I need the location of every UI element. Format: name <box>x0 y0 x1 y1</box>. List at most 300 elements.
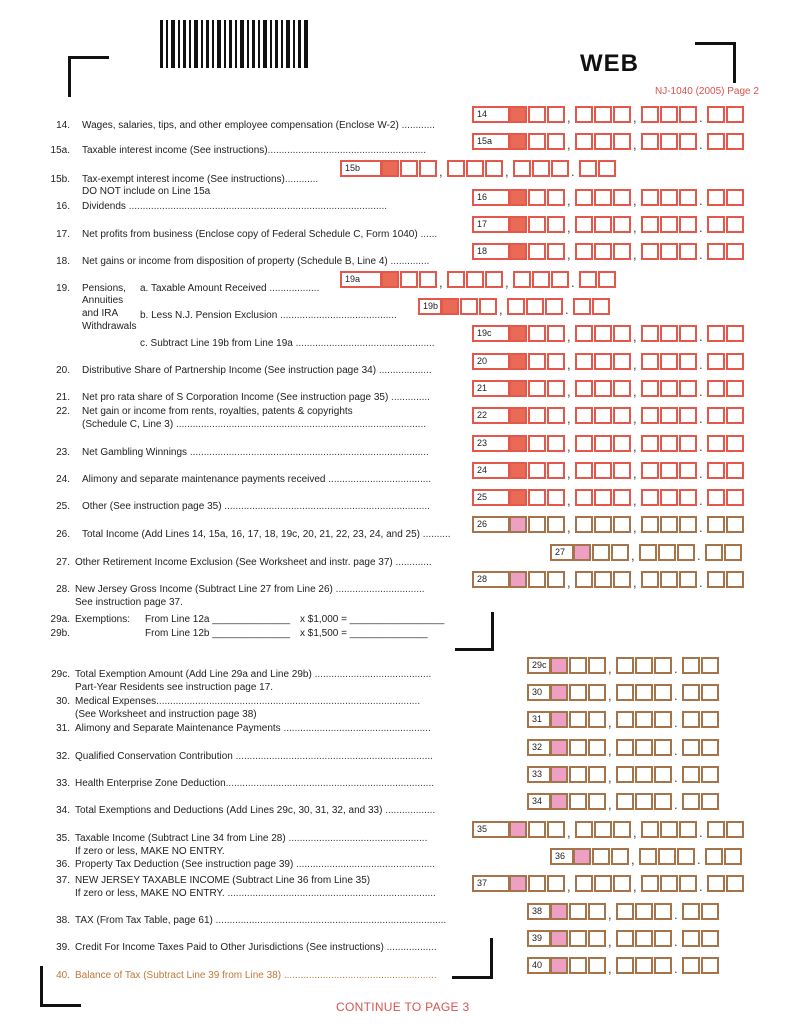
digit-box[interactable] <box>594 571 612 588</box>
digit-box[interactable] <box>575 325 593 342</box>
digit-box[interactable] <box>441 298 459 315</box>
box-label: 16 <box>472 189 510 206</box>
digit-box[interactable] <box>550 711 568 728</box>
digit-box[interactable] <box>726 353 744 370</box>
digit-box[interactable] <box>592 544 610 561</box>
digit-box[interactable] <box>701 739 719 756</box>
digit-box[interactable] <box>641 462 659 479</box>
digit-box[interactable] <box>726 407 744 424</box>
digit-box[interactable] <box>588 957 606 974</box>
digit-box[interactable] <box>594 821 612 838</box>
digit-box[interactable] <box>660 875 678 892</box>
digit-box[interactable] <box>573 298 591 315</box>
digit-box[interactable] <box>701 711 719 728</box>
line-label: Total Exemptions and Deductions (Add Lines 29c, 30, 31, 32, and 33) .................. <box>75 805 436 816</box>
digit-box[interactable] <box>547 435 565 452</box>
digit-box[interactable] <box>550 657 568 674</box>
digit-box[interactable] <box>613 353 631 370</box>
digit-box[interactable] <box>594 380 612 397</box>
digit-box[interactable] <box>569 739 587 756</box>
digit-box[interactable] <box>419 160 437 177</box>
digit-box[interactable] <box>726 243 744 260</box>
digit-box[interactable] <box>547 875 565 892</box>
digit-box[interactable] <box>509 462 527 479</box>
digit-box[interactable] <box>682 684 700 701</box>
digit-box[interactable] <box>641 380 659 397</box>
digit-box[interactable] <box>547 821 565 838</box>
digit-box[interactable] <box>613 216 631 233</box>
digit-box[interactable] <box>598 160 616 177</box>
digit-box[interactable] <box>677 848 695 865</box>
digit-box[interactable] <box>660 821 678 838</box>
digit-box[interactable] <box>509 325 527 342</box>
digit-box[interactable] <box>613 325 631 342</box>
digit-box[interactable] <box>532 160 550 177</box>
digit-box[interactable] <box>594 216 612 233</box>
digit-box[interactable] <box>528 133 546 150</box>
digit-box[interactable] <box>613 106 631 123</box>
digit-box[interactable] <box>660 489 678 506</box>
digit-box[interactable] <box>594 325 612 342</box>
digit-box[interactable] <box>528 516 546 533</box>
digit-box[interactable] <box>654 739 672 756</box>
digit-box[interactable] <box>526 298 544 315</box>
digit-box[interactable] <box>679 353 697 370</box>
digit-box[interactable] <box>660 435 678 452</box>
digit-box[interactable] <box>550 739 568 756</box>
digit-box[interactable] <box>594 243 612 260</box>
digit-box[interactable] <box>654 957 672 974</box>
digit-box[interactable] <box>400 271 418 288</box>
digit-box[interactable] <box>660 353 678 370</box>
digit-box[interactable] <box>613 516 631 533</box>
digit-box[interactable] <box>707 489 725 506</box>
digit-box[interactable] <box>381 271 399 288</box>
digit-box[interactable] <box>616 903 634 920</box>
digit-box[interactable] <box>550 684 568 701</box>
digit-box[interactable] <box>613 189 631 206</box>
digit-box[interactable] <box>594 106 612 123</box>
digit-box[interactable] <box>639 544 657 561</box>
digit-box[interactable] <box>509 571 527 588</box>
digit-box[interactable] <box>588 793 606 810</box>
digit-box[interactable] <box>575 133 593 150</box>
digit-box[interactable] <box>707 875 725 892</box>
digit-box[interactable] <box>550 766 568 783</box>
digit-box[interactable] <box>588 930 606 947</box>
digit-box[interactable] <box>575 189 593 206</box>
digit-box[interactable] <box>679 435 697 452</box>
digit-box[interactable] <box>575 353 593 370</box>
digit-box[interactable] <box>635 957 653 974</box>
digit-box[interactable] <box>679 489 697 506</box>
digit-box[interactable] <box>660 133 678 150</box>
digit-box[interactable] <box>679 216 697 233</box>
digit-box[interactable] <box>679 875 697 892</box>
digit-box[interactable] <box>509 516 527 533</box>
digit-box[interactable] <box>707 189 725 206</box>
digit-box[interactable] <box>707 380 725 397</box>
digit-box[interactable] <box>588 766 606 783</box>
digit-box[interactable] <box>575 106 593 123</box>
digit-box[interactable] <box>641 875 659 892</box>
digit-box[interactable] <box>532 271 550 288</box>
digit-box[interactable] <box>635 684 653 701</box>
digit-box[interactable] <box>575 516 593 533</box>
digit-box[interactable] <box>726 435 744 452</box>
digit-box[interactable] <box>641 821 659 838</box>
digit-box[interactable] <box>641 489 659 506</box>
digit-box[interactable] <box>569 930 587 947</box>
digit-box[interactable] <box>509 821 527 838</box>
digit-box[interactable] <box>547 353 565 370</box>
digit-box[interactable] <box>588 657 606 674</box>
line-label: Net gain or income from rents, royalties, patents & copyrights <box>82 406 353 417</box>
digit-box[interactable] <box>594 516 612 533</box>
digit-box[interactable] <box>707 353 725 370</box>
digit-box[interactable] <box>724 848 742 865</box>
digit-box[interactable] <box>547 325 565 342</box>
digit-box[interactable] <box>579 160 597 177</box>
digit-box[interactable] <box>400 160 418 177</box>
digit-box[interactable] <box>660 462 678 479</box>
digit-box[interactable] <box>575 875 593 892</box>
digit-box[interactable] <box>447 271 465 288</box>
digit-box[interactable] <box>575 435 593 452</box>
digit-box[interactable] <box>701 766 719 783</box>
digit-box[interactable] <box>569 766 587 783</box>
digit-box[interactable] <box>682 711 700 728</box>
digit-box[interactable] <box>547 516 565 533</box>
digit-box[interactable] <box>528 435 546 452</box>
digit-box[interactable] <box>641 571 659 588</box>
digit-box[interactable] <box>616 957 634 974</box>
digit-box[interactable] <box>641 106 659 123</box>
digit-box[interactable] <box>682 739 700 756</box>
digit-box[interactable] <box>551 271 569 288</box>
digit-box[interactable] <box>616 766 634 783</box>
digit-box[interactable] <box>613 489 631 506</box>
digit-box[interactable] <box>509 875 527 892</box>
digit-box[interactable] <box>613 821 631 838</box>
digit-box[interactable] <box>641 216 659 233</box>
digit-box[interactable] <box>616 930 634 947</box>
digit-box[interactable] <box>707 516 725 533</box>
digit-box[interactable] <box>677 544 695 561</box>
digit-box[interactable] <box>613 435 631 452</box>
digit-box[interactable] <box>635 766 653 783</box>
digit-box[interactable] <box>528 821 546 838</box>
digit-box[interactable] <box>509 489 527 506</box>
digit-box[interactable] <box>509 189 527 206</box>
digit-box[interactable] <box>569 711 587 728</box>
digit-box[interactable] <box>509 435 527 452</box>
digit-box[interactable] <box>635 711 653 728</box>
digit-box[interactable] <box>528 875 546 892</box>
digit-box[interactable] <box>682 957 700 974</box>
digit-box[interactable] <box>660 516 678 533</box>
digit-box[interactable] <box>654 903 672 920</box>
digit-box[interactable] <box>616 793 634 810</box>
digit-box[interactable] <box>479 298 497 315</box>
digit-box[interactable] <box>682 657 700 674</box>
separator: , <box>633 329 637 344</box>
digit-box[interactable] <box>547 380 565 397</box>
digit-box[interactable] <box>547 571 565 588</box>
digit-box[interactable] <box>701 930 719 947</box>
digit-box[interactable] <box>485 160 503 177</box>
digit-box[interactable] <box>575 243 593 260</box>
digit-box[interactable] <box>611 848 629 865</box>
digit-box[interactable] <box>707 216 725 233</box>
digit-box[interactable] <box>679 516 697 533</box>
digit-box[interactable] <box>613 462 631 479</box>
digit-box[interactable] <box>569 657 587 674</box>
digit-box[interactable] <box>466 271 484 288</box>
digit-box[interactable] <box>460 298 478 315</box>
digit-box[interactable] <box>679 243 697 260</box>
digit-box[interactable] <box>726 489 744 506</box>
digit-box[interactable] <box>660 106 678 123</box>
digit-box[interactable] <box>547 106 565 123</box>
digit-box[interactable] <box>635 739 653 756</box>
digit-box[interactable] <box>613 133 631 150</box>
digit-box[interactable] <box>660 407 678 424</box>
digit-box[interactable] <box>641 325 659 342</box>
digit-box[interactable] <box>726 189 744 206</box>
digit-box[interactable] <box>513 160 531 177</box>
digit-box[interactable] <box>569 684 587 701</box>
digit-box[interactable] <box>528 571 546 588</box>
digit-box[interactable] <box>635 793 653 810</box>
digit-box[interactable] <box>707 821 725 838</box>
digit-box[interactable] <box>545 298 563 315</box>
digit-box[interactable] <box>724 544 742 561</box>
digit-box[interactable] <box>528 216 546 233</box>
digit-box[interactable] <box>660 571 678 588</box>
digit-box[interactable] <box>550 930 568 947</box>
digit-box[interactable] <box>528 353 546 370</box>
digit-box[interactable] <box>679 133 697 150</box>
digit-box[interactable] <box>550 903 568 920</box>
digit-box[interactable] <box>660 325 678 342</box>
digit-box[interactable] <box>726 380 744 397</box>
digit-box[interactable] <box>613 380 631 397</box>
digit-box[interactable] <box>701 793 719 810</box>
digit-box[interactable] <box>509 243 527 260</box>
digit-box[interactable] <box>509 353 527 370</box>
digit-box[interactable] <box>588 711 606 728</box>
digit-box[interactable] <box>616 657 634 674</box>
digit-box[interactable] <box>726 462 744 479</box>
digit-box[interactable] <box>705 848 723 865</box>
digit-box[interactable] <box>547 216 565 233</box>
digit-box[interactable] <box>654 766 672 783</box>
digit-box[interactable] <box>507 298 525 315</box>
digit-box[interactable] <box>592 848 610 865</box>
digit-box[interactable] <box>594 462 612 479</box>
digit-box[interactable] <box>654 930 672 947</box>
digit-box[interactable] <box>682 766 700 783</box>
digit-box[interactable] <box>613 243 631 260</box>
digit-box[interactable] <box>550 957 568 974</box>
box-label: 19b <box>418 298 442 315</box>
digit-box[interactable] <box>569 903 587 920</box>
digit-box[interactable] <box>682 930 700 947</box>
digit-box[interactable] <box>707 435 725 452</box>
digit-box[interactable] <box>726 133 744 150</box>
digit-box[interactable] <box>509 216 527 233</box>
digit-box[interactable] <box>594 189 612 206</box>
digit-box[interactable] <box>660 189 678 206</box>
digit-box[interactable] <box>573 848 591 865</box>
digit-box[interactable] <box>701 903 719 920</box>
digit-box[interactable] <box>682 793 700 810</box>
digit-box[interactable] <box>547 489 565 506</box>
digit-box[interactable] <box>447 160 465 177</box>
digit-box[interactable] <box>547 133 565 150</box>
digit-box[interactable] <box>466 160 484 177</box>
digit-box[interactable] <box>613 571 631 588</box>
digit-box[interactable] <box>658 544 676 561</box>
digit-box[interactable] <box>613 407 631 424</box>
digit-box[interactable] <box>547 462 565 479</box>
digit-box[interactable] <box>547 189 565 206</box>
digit-box[interactable] <box>550 793 568 810</box>
digit-box[interactable] <box>641 243 659 260</box>
digit-box[interactable] <box>641 407 659 424</box>
digit-box[interactable] <box>616 739 634 756</box>
digit-box[interactable] <box>679 821 697 838</box>
digit-box[interactable] <box>579 271 597 288</box>
digit-box[interactable] <box>707 106 725 123</box>
digit-box[interactable] <box>528 106 546 123</box>
digit-box[interactable] <box>726 516 744 533</box>
digit-box[interactable] <box>547 243 565 260</box>
digit-box[interactable] <box>707 462 725 479</box>
digit-box[interactable] <box>592 298 610 315</box>
digit-box[interactable] <box>528 407 546 424</box>
digit-box[interactable] <box>419 271 437 288</box>
digit-box[interactable] <box>654 793 672 810</box>
digit-box[interactable] <box>381 160 399 177</box>
digit-box[interactable] <box>616 684 634 701</box>
digit-box[interactable] <box>654 711 672 728</box>
digit-box[interactable] <box>679 571 697 588</box>
digit-box[interactable] <box>575 489 593 506</box>
digit-box[interactable] <box>726 216 744 233</box>
digit-box[interactable] <box>598 271 616 288</box>
digit-box[interactable] <box>588 739 606 756</box>
digit-box[interactable] <box>551 160 569 177</box>
digit-box[interactable] <box>641 516 659 533</box>
digit-box[interactable] <box>679 380 697 397</box>
digit-box[interactable] <box>594 407 612 424</box>
digit-box[interactable] <box>707 133 725 150</box>
digit-box[interactable] <box>701 657 719 674</box>
digit-box[interactable] <box>641 133 659 150</box>
digit-box[interactable] <box>639 848 657 865</box>
digit-box[interactable] <box>547 407 565 424</box>
digit-box[interactable] <box>705 544 723 561</box>
digit-box[interactable] <box>575 407 593 424</box>
digit-box[interactable] <box>641 353 659 370</box>
digit-box[interactable] <box>513 271 531 288</box>
digit-box[interactable] <box>679 189 697 206</box>
digit-box[interactable] <box>701 684 719 701</box>
digit-box[interactable] <box>658 848 676 865</box>
digit-box[interactable] <box>594 133 612 150</box>
digit-box[interactable] <box>726 325 744 342</box>
digit-box[interactable] <box>509 106 527 123</box>
digit-box[interactable] <box>569 793 587 810</box>
digit-box[interactable] <box>569 957 587 974</box>
digit-box[interactable] <box>509 380 527 397</box>
digit-box[interactable] <box>641 435 659 452</box>
digit-box[interactable] <box>588 903 606 920</box>
digit-box[interactable] <box>660 380 678 397</box>
digit-box[interactable] <box>575 571 593 588</box>
digit-box[interactable] <box>528 489 546 506</box>
digit-box[interactable] <box>485 271 503 288</box>
digit-box[interactable] <box>528 325 546 342</box>
digit-box[interactable] <box>594 875 612 892</box>
digit-box[interactable] <box>575 462 593 479</box>
digit-box[interactable] <box>528 380 546 397</box>
digit-box[interactable] <box>509 407 527 424</box>
digit-box[interactable] <box>679 106 697 123</box>
digit-box[interactable] <box>588 684 606 701</box>
digit-box[interactable] <box>707 571 725 588</box>
line-label: Net gains or income from disposition of property (Schedule B, Line 4) .............. <box>82 256 430 267</box>
digit-box[interactable] <box>611 544 629 561</box>
digit-box[interactable] <box>679 325 697 342</box>
digit-box[interactable] <box>528 189 546 206</box>
digit-box[interactable] <box>635 930 653 947</box>
digit-box[interactable] <box>575 216 593 233</box>
digit-box[interactable] <box>616 711 634 728</box>
digit-box[interactable] <box>726 821 744 838</box>
digit-box[interactable] <box>613 875 631 892</box>
digit-box[interactable] <box>654 684 672 701</box>
digit-box[interactable] <box>701 957 719 974</box>
digit-box[interactable] <box>635 903 653 920</box>
digit-box[interactable] <box>528 462 546 479</box>
digit-box[interactable] <box>509 133 527 150</box>
digit-box[interactable] <box>726 106 744 123</box>
digit-box[interactable] <box>707 325 725 342</box>
digit-box[interactable] <box>573 544 591 561</box>
digit-box[interactable] <box>679 407 697 424</box>
digit-box[interactable] <box>679 462 697 479</box>
digit-box[interactable] <box>594 435 612 452</box>
digit-box[interactable] <box>682 903 700 920</box>
digit-box[interactable] <box>660 216 678 233</box>
digit-box[interactable] <box>575 821 593 838</box>
digit-box[interactable] <box>641 189 659 206</box>
digit-box[interactable] <box>594 353 612 370</box>
digit-box[interactable] <box>654 657 672 674</box>
digit-box[interactable] <box>707 407 725 424</box>
digit-box[interactable] <box>660 243 678 260</box>
digit-box[interactable] <box>594 489 612 506</box>
digit-box[interactable] <box>528 243 546 260</box>
digit-box[interactable] <box>726 571 744 588</box>
digit-box[interactable] <box>575 380 593 397</box>
digit-box[interactable] <box>707 243 725 260</box>
digit-box[interactable] <box>726 875 744 892</box>
digit-box[interactable] <box>635 657 653 674</box>
